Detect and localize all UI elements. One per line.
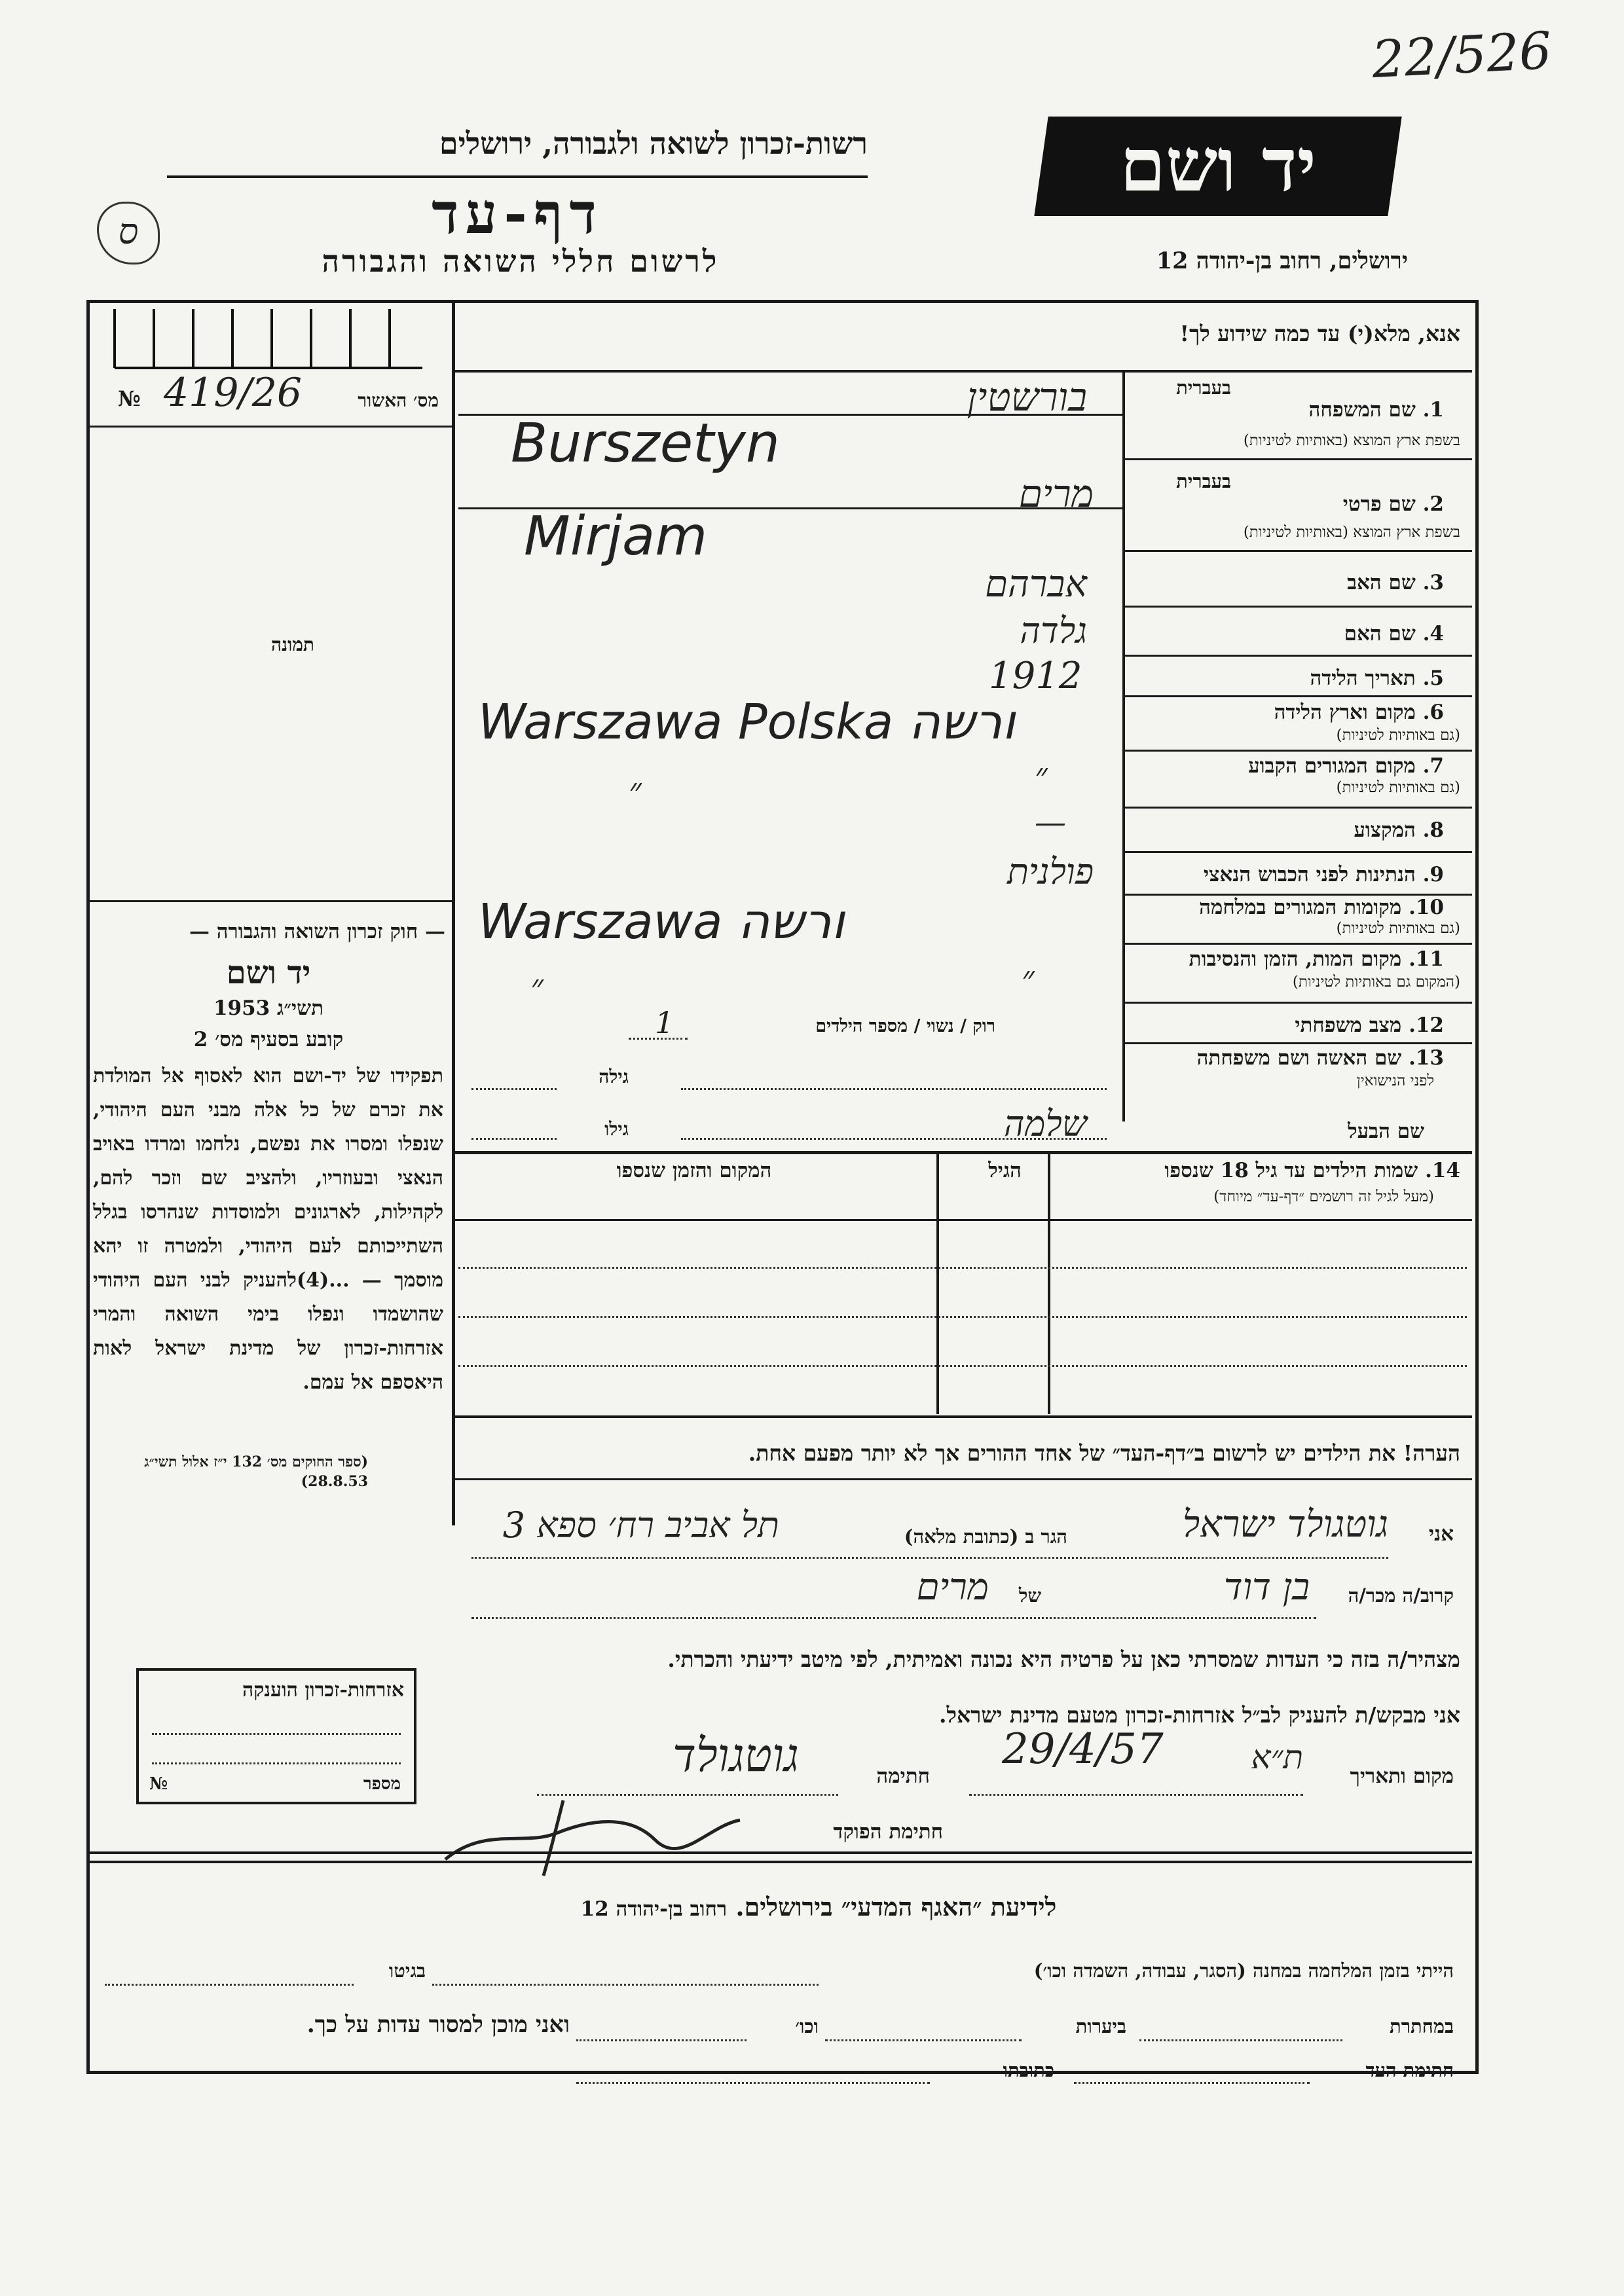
law-year: תשי״ג 1953: [213, 996, 324, 1020]
declarant-relation-dots: [471, 1617, 1316, 1619]
children-row-3: [458, 1365, 1467, 1367]
f14-col-age: הגיל: [988, 1159, 1022, 1182]
certificate-title: אזרחות-זכרון הוענקה: [242, 1679, 404, 1702]
f4-num: 4.: [1422, 622, 1444, 646]
declarant-signature: גוטגולד: [672, 1728, 799, 1782]
f12-children-count: 1: [655, 1005, 674, 1040]
f2-rule: [1122, 550, 1472, 552]
certificate-number-label: מספר: [363, 1774, 401, 1794]
instruction-text: אנא, מלא(י) עד כמה שידוע לך!: [1179, 321, 1460, 346]
husband-dots: [681, 1138, 1107, 1140]
declarant-address-dots: [471, 1557, 1388, 1559]
children-bottom-rule: [452, 1415, 1472, 1418]
f7-sub: (גם באותיות לטיניות): [1336, 779, 1460, 796]
approval-label: מס׳ האשור: [358, 390, 439, 411]
f14-sub: (מעל לגיל זה רושמים ״דף-עד״ מיוחד): [1213, 1188, 1434, 1205]
f11-value: ״: [1022, 959, 1035, 998]
f12-rule: [1122, 1042, 1472, 1044]
husband-age-label: גילו: [604, 1118, 629, 1140]
bottom-witness-address: כתובתו: [1003, 2059, 1054, 2081]
f4-label: [1130, 622, 1444, 646]
bottom-forests-dots: [825, 2039, 1022, 2041]
bottom-line1-dots: [432, 1984, 819, 1986]
f10-rule: [1122, 943, 1472, 945]
approval-number: 419/26: [164, 370, 303, 416]
declarant-name: גוטגולד ישראל: [1183, 1503, 1388, 1546]
f11-rule: [1122, 1002, 1472, 1004]
f2-hebrew-tag: בעברית: [1176, 470, 1231, 492]
husband-age-dots: [471, 1138, 557, 1140]
f6-sub: (גם באותיות לטיניות): [1336, 727, 1460, 744]
children-header-rule: [452, 1219, 1472, 1221]
f5-value: 1912: [989, 655, 1082, 697]
f1-num: 1.: [1422, 398, 1444, 422]
left-column-divider: [452, 301, 455, 1525]
f2-value-latin: Mirjam: [524, 505, 708, 568]
f10-sub: (גם באותיות לטיניות): [1336, 920, 1460, 937]
f5-num: 5.: [1422, 666, 1444, 690]
bottom-witness-dots: [1074, 2082, 1310, 2084]
f14-text: שמות הילדים עד גיל 18 שנספו: [1164, 1159, 1418, 1182]
f8-text: המקצוע: [1354, 818, 1416, 842]
f6-value: Warszawa Polska ורשה: [478, 694, 1016, 750]
f14-col-place: המקום והזמן שנספו: [616, 1159, 772, 1182]
f13-num: 13.: [1409, 1046, 1444, 1070]
f10-num: 10.: [1409, 896, 1444, 919]
note-text: הערה! את הילדים יש לרשום ב״דף-העד״ של אחד ההורים אך לא יותר מפעם אחת.: [748, 1440, 1460, 1466]
yad-vashem-logo: [1034, 117, 1401, 216]
bottom-etc-dots: [576, 2039, 747, 2041]
bottom-underground: במחתרת: [1390, 2015, 1454, 2037]
bottom-line1: הייתי בזמן המלחמה במחנה (הסגר, עבודה, השמדה וכו׳): [1033, 1959, 1454, 1982]
f11-text: מקום המות, הזמן והנסיבות: [1189, 947, 1402, 971]
f12-dots: [629, 1038, 688, 1040]
certificate-dots-2: [152, 1762, 401, 1764]
f6-label: [1130, 701, 1444, 724]
f13-text: שם האשה ושם משפחתה: [1196, 1046, 1402, 1070]
f7-value: ״: [1035, 756, 1048, 795]
f5-rule: [1122, 695, 1472, 697]
bottom-ghetto-dots: [105, 1984, 354, 1986]
declarant-of: של: [1018, 1584, 1041, 1607]
photo-label: תמונה: [270, 634, 314, 655]
f1-value-latin: Burszetyn: [511, 412, 780, 475]
f8-label: [1130, 818, 1444, 842]
f9-label: [1130, 863, 1444, 886]
declarant-request: אני מבקש/ת להעניק לב״ל אזרחות-זכרון מטעם מדינת ישראל.: [939, 1702, 1460, 1728]
label-column-divider: [1122, 370, 1125, 1121]
declarant-address: תל אביב רח׳ ספא 3: [502, 1504, 779, 1546]
approval-rule: [88, 426, 452, 428]
f11-num: 11.: [1409, 947, 1444, 971]
declarant-relation: בן דוד: [1223, 1566, 1310, 1609]
f4-value: גלדה: [1020, 610, 1087, 651]
f1-value-hebrew: בורשטין: [967, 374, 1087, 420]
f12-num: 12.: [1409, 1013, 1444, 1037]
declarant-living-at: הגר ב (כתובת מלאה): [904, 1525, 1067, 1548]
bottom-witness-address-dots: [576, 2082, 930, 2084]
f5-label: [1130, 666, 1444, 690]
f4-rule: [1122, 655, 1472, 657]
f14-num: 14.: [1425, 1159, 1460, 1182]
certificate-no-symbol: №: [149, 1774, 168, 1794]
signature-label: חתימה: [876, 1764, 930, 1788]
bottom-double-rule-1: [88, 1851, 1472, 1854]
bottom-ghetto: בגיטו: [388, 1959, 426, 1982]
f2-num: 2.: [1422, 492, 1444, 516]
law-text: תפקידו של יד-ושם הוא לאסוף אל המולדת את זכרם של כל אלה מבני העם היהודי, שנפלו ומסרו את נפשם, נלחמו ומרדו באויב הנאצי ובעוזריו, ולהציב שם וזכר להם, לקהילות, לארגונים ולמוסדות שנהרסו בגלל השתייכותם לעם היהודי, ולמטרה זו יהא מוסמך — ...(4)להעניק לבני העם היהודי שהושמדו ונפלו בימי השואה והמרי אזרחות-זכרון של מדינת ישראל לאות היאספם אל עמם.: [93, 1065, 443, 1394]
declarant-declaration: מצהיר/ה בזה כי העדות שמסרתי כאן על פרטיה היא נכונה ואמיתית, לפי מיטב ידיעתי והכרתי.: [667, 1647, 1460, 1672]
children-row-2: [458, 1316, 1467, 1318]
f9-num: 9.: [1422, 863, 1444, 886]
declarant-place: ת״א: [1251, 1738, 1303, 1776]
bottom-witness-signature: חתימת העד: [1365, 2059, 1454, 2081]
declarant-of-name: מרים: [916, 1566, 989, 1609]
certificate-box: [136, 1668, 416, 1804]
f9-value: פולנית: [1006, 851, 1094, 892]
f13-label: [1130, 1046, 1444, 1070]
approval-no-symbol: №: [118, 386, 141, 411]
certificate-dots-1: [152, 1733, 401, 1735]
f14-label: [1048, 1159, 1460, 1182]
official-signature-scribble: [432, 1787, 747, 1879]
declarant-relative: קרוב/ה מכר/ה: [1348, 1584, 1454, 1607]
f7-value-ditto: ״: [629, 771, 642, 811]
f10-value: Warszawa ורשה: [478, 894, 845, 950]
f11-label: [1130, 947, 1444, 971]
f4-text: שם האם: [1344, 622, 1416, 646]
place-date-label: מקום ותאריך: [1350, 1764, 1454, 1788]
f12-label: [1130, 1013, 1444, 1037]
children-top-rule: [452, 1151, 1472, 1154]
husband-value: שלמה: [1003, 1103, 1087, 1144]
husband-label: שם הבעל: [1348, 1120, 1424, 1143]
place-date-dots: [969, 1794, 1303, 1796]
f8-rule: [1122, 851, 1472, 853]
law-title: — חוק זכרון השואה והגבורה —: [189, 920, 445, 943]
photo-rule: [88, 900, 452, 902]
f12-options: רוק / נשוי / מספר הילדים: [815, 1016, 995, 1036]
children-row-1: [458, 1267, 1467, 1269]
f6-num: 6.: [1422, 701, 1444, 724]
f3-num: 3.: [1422, 571, 1444, 594]
f12-text: מצב משפחתי: [1295, 1013, 1402, 1037]
f1-text: שם המשפחה: [1308, 398, 1416, 422]
header-rule: [167, 175, 868, 178]
declarant-date: 29/4/57: [1002, 1725, 1164, 1774]
f1-hebrew-tag: בעברית: [1176, 376, 1231, 399]
declarant-i: אני: [1428, 1522, 1454, 1546]
bottom-etc: וכו׳: [795, 2015, 819, 2037]
f7-label: [1130, 754, 1444, 778]
f6-text: מקום וארץ הלידה: [1274, 701, 1416, 724]
f7-rule: [1122, 807, 1472, 809]
f10-label: [1130, 896, 1444, 919]
bottom-address: רחוב בן-יהודה 12: [580, 1897, 728, 1921]
approval-ticks: [108, 309, 429, 374]
children-col-2: [1048, 1152, 1050, 1414]
bottom-testimony: ואני מוכן למסור עדות על כך.: [306, 2011, 570, 2038]
f7-num: 7.: [1422, 754, 1444, 778]
law-name: יד ושם: [226, 955, 311, 991]
logo-text: יד ושם: [1120, 122, 1317, 208]
f5-text: תאריך הלידה: [1310, 666, 1416, 690]
bottom-double-rule-2: [88, 1861, 1472, 1863]
official-signature-label: חתימת הפוקד: [833, 1820, 943, 1844]
f1-label: [1130, 398, 1444, 422]
instruction-rule: [452, 370, 1472, 373]
f10-text: מקומות המגורים במלחמה: [1199, 896, 1402, 919]
f3-text: שם האב: [1347, 571, 1416, 594]
bottom-title-text: לידיעת ״האגף המדעי״ בירושלים.: [735, 1892, 1057, 1922]
f13-age-dots: [471, 1088, 557, 1090]
f1-rule: [1122, 458, 1472, 460]
children-col-1: [936, 1152, 939, 1414]
f3-label: [1130, 571, 1444, 594]
f6-rule: [1122, 750, 1472, 752]
f1-sub: בשפת ארץ המוצא (באותיות לטיניות): [1243, 432, 1460, 449]
f13-age-label: גילה: [599, 1066, 629, 1087]
f2-label: [1130, 492, 1444, 516]
f11-sub: (המקום גם באותיות לטיניות): [1292, 974, 1460, 991]
bottom-underground-dots: [1139, 2039, 1342, 2041]
law-clause: קובע בסעיף מס׳ 2: [193, 1028, 344, 1051]
bottom-title: [458, 1892, 1179, 1922]
top-number: 22/526: [1370, 21, 1553, 90]
f13-name-dots: [681, 1088, 1107, 1090]
bottom-forests: ביערות: [1075, 2015, 1126, 2037]
logo-address: ירושלים, רחוב בן-יהודה 12: [1156, 247, 1408, 274]
f13-sub: לפני הנישואין: [1356, 1072, 1434, 1089]
f2-text: שם פרטי: [1342, 492, 1416, 516]
margin-mark: ס: [97, 202, 160, 264]
f3-value: אברהם: [985, 563, 1087, 606]
f11-value-ditto: ״: [530, 968, 544, 1007]
form-name: דף-עד: [432, 181, 603, 247]
note-rule: [452, 1478, 1472, 1480]
law-source: (ספר החוקים מס׳ 132 י״ז אלול תשי״ג 28.8.53): [144, 1453, 368, 1490]
authority-title: רשות-זכרון לשואה ולגבורה, ירושלים: [439, 126, 868, 161]
f7-text: מקום המגורים הקבוע: [1248, 754, 1416, 778]
f2-value-hebrew: מרים: [1018, 471, 1094, 516]
f8-num: 8.: [1422, 818, 1444, 842]
f2-sub: בשפת ארץ המוצא (באותיות לטיניות): [1243, 524, 1460, 541]
approval-tick-lines: [108, 309, 429, 374]
form-subtitle: לרשום חללי השואה והגבורה: [322, 244, 720, 279]
f9-text: הנתינות לפני הכבוש הנאצי: [1204, 863, 1416, 886]
f8-value: —: [1035, 804, 1066, 841]
f3-rule: [1122, 606, 1472, 608]
